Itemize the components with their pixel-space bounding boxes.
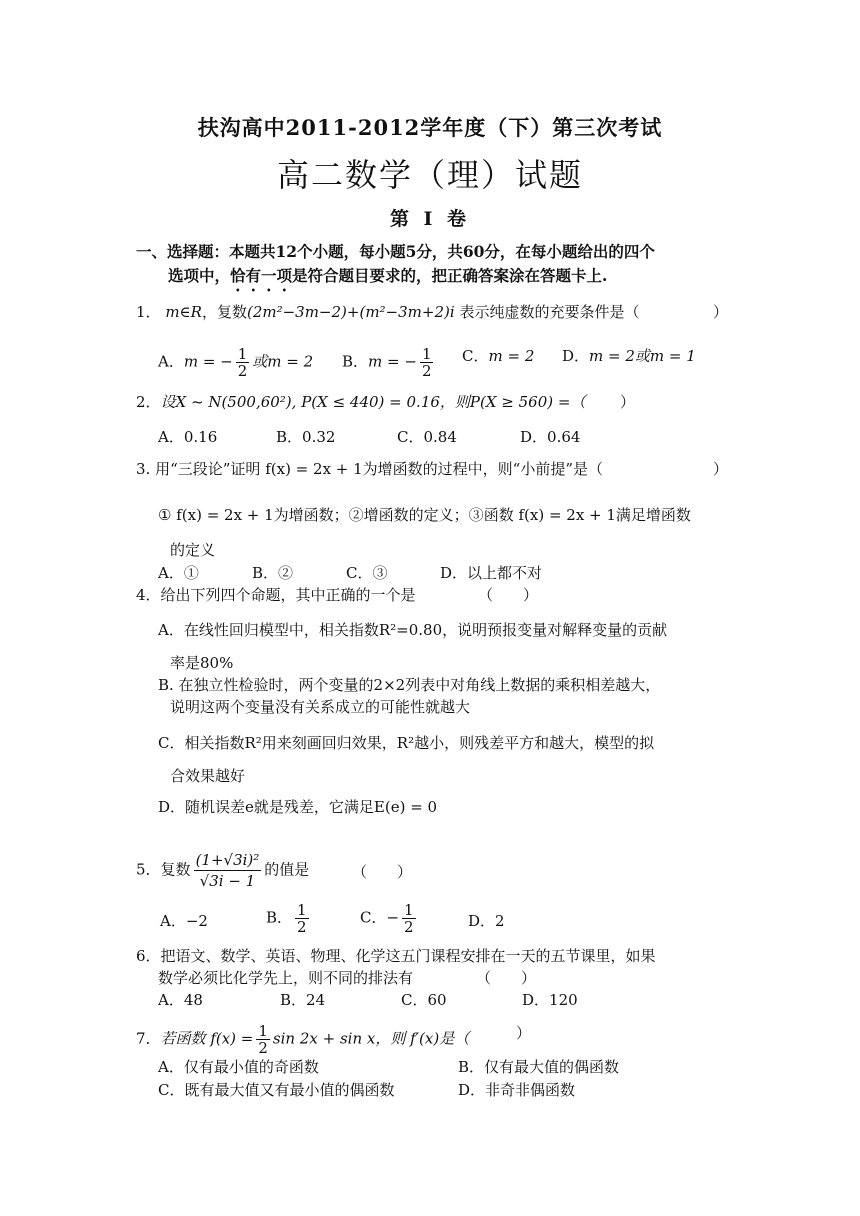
question-4-option-d: D．随机误差e就是残差，它满足E(e) = 0: [158, 798, 438, 816]
question-5-paren: （ ）: [352, 863, 413, 881]
emphasized-text: 恰有一项: [230, 266, 293, 285]
question-6-option-d: D．120: [522, 991, 578, 1009]
question-5-option-d: D．2: [468, 912, 505, 930]
question-7: 7．若函数 f(x) = $\frac{1}{2}$ sin 2x + sin x，则 f′(x)是（: [136, 1022, 470, 1057]
question-7-paren-end: ）: [516, 1024, 532, 1042]
question-3-premises: ① f(x) = 2x + 1为增函数；②增函数的定义；③函数 f(x) = 2x + 1满足增函数: [158, 506, 691, 524]
section-instructions: [136, 240, 736, 295]
question-4-option-a-line-1: A．在线性回归模型中，相关指数R²=0.80，说明预报变量对解释变量的贡献: [158, 621, 668, 639]
question-4-option-a-line-2: 率是80%: [170, 654, 234, 672]
question-3: 3. 用“三段论”证明 f(x) = 2x + 1为增函数的过程中，则“小前提”是（: [136, 460, 604, 478]
question-6-line-2: 数学必须比化学先上，则不同的排法有: [158, 969, 414, 987]
question-5-option-b: B． $\frac{1}{2}$: [266, 901, 307, 936]
question-5-option-c: C．− $\frac{1}{2}$: [360, 901, 414, 936]
question-2-option-a: A．0.16: [158, 428, 218, 446]
question-4-option-c-line-1: C．相关指数R²用来刻画回归效果，R²越小，则残差平方和越大，模型的拟: [158, 734, 655, 752]
question-2: 2．设X ~ N(500,60²), P(X ≤ 440) = 0.16，则P(X ≥ 560) =（: [136, 393, 586, 411]
question-2-option-c: C．0.84: [397, 428, 457, 446]
question-1-option-b: B．m = − $\frac{1}{2}$: [342, 345, 432, 380]
question-6-option-a: A．48: [158, 991, 203, 1009]
volume-title: 第 I 卷: [389, 208, 471, 230]
question-1-option-a: A．m = − $\frac{1}{2}$ 或m = 2: [158, 345, 314, 380]
question-7-option-d: D．非奇非偶函数: [458, 1081, 576, 1099]
question-1-option-d: D．m = 2或m = 1: [562, 347, 696, 365]
question-4-paren: （ ）: [478, 586, 539, 604]
paper-title: 高二数学（理）试题: [276, 156, 583, 194]
question-1: 1． m∈R，复数(2m²−3m−2)+(m²−3m+2)i 表示纯虚数的充要条件是（: [136, 303, 640, 321]
question-2-option-d: D．0.64: [520, 428, 581, 446]
question-2-paren-end: ）: [620, 393, 636, 411]
school-exam-title: 扶沟高中2011-2012学年度（下）第三次考试: [197, 115, 663, 140]
question-7-option-a: A．仅有最小值的奇函数: [158, 1058, 319, 1076]
question-6-paren: （ ）: [476, 969, 537, 987]
question-4-option-b-line-1: B. 在独立性检验时，两个变量的2×2列表中对角线上数据的乘积相差越大，: [158, 676, 661, 694]
section-line-2: 选项中，恰有一项是符合题目要求的，把正确答案涂在答题卡上.: [168, 266, 608, 285]
question-1-paren-end: ）: [713, 303, 729, 321]
question-3-premises-cont: 的定义: [170, 541, 216, 559]
section-line-1: 一、选择题：本题共12个小题，每小题5分，共60分，在每小题给出的四个: [136, 242, 655, 261]
question-6-line-1: 6．把语文、数学、英语、物理、化学这五门课程安排在一天的五节课里，如果: [136, 947, 656, 965]
question-5: 5．复数 $\frac{\text{(1+√3i)²}}{√3i - 1}$ 的值是: [136, 851, 310, 890]
question-4-option-c-line-2: 合效果越好: [170, 767, 246, 785]
question-7-option-b: B．仅有最大值的偶函数: [458, 1058, 620, 1076]
question-3-option-a: A．①: [158, 564, 199, 582]
question-3-option-c: C．③: [346, 564, 388, 582]
question-2-option-b: B．0.32: [276, 428, 336, 446]
question-7-option-c: C．既有最大值又有最小值的偶函数: [158, 1081, 395, 1099]
question-6-option-b: B．24: [280, 991, 326, 1009]
question-3-option-d: D．以上都不对: [440, 564, 543, 582]
question-1-option-c: C．m = 2: [462, 347, 535, 365]
question-5-option-a: A．−2: [160, 912, 208, 930]
question-4-option-b-line-2: 说明这两个变量没有关系成立的可能性就越大: [170, 698, 471, 716]
question-3-option-b: B．②: [252, 564, 294, 582]
question-3-paren-end: ）: [713, 460, 729, 478]
question-4: 4．给出下列四个命题，其中正确的一个是: [136, 586, 416, 604]
question-6-option-c: C．60: [401, 991, 447, 1009]
